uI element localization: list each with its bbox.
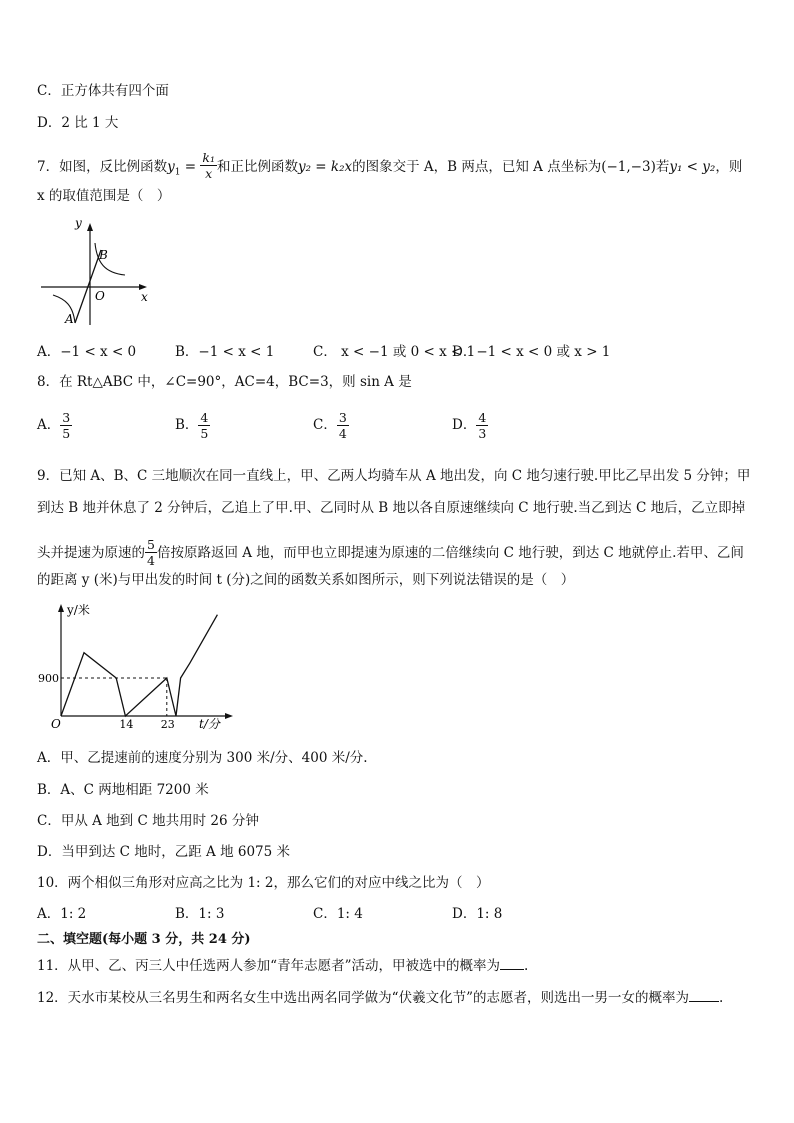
q8-option-d-num: 4 <box>478 410 487 425</box>
q9-line3-part2: 倍按原路返回 A 地，而甲也立即提速为原速的二倍继续向 C 地行驶，到达 C 地就停止.若甲、乙间 <box>156 545 744 561</box>
q7-stem-line2: x 的取值范围是（ ） <box>37 188 171 204</box>
q9-y-label: y/米 <box>67 603 90 617</box>
q7-option-c: C． x < −1 或 0 < x < 1 <box>313 344 476 360</box>
q9-option-c: C．甲从 A 地到 C 地共用时 26 分钟 <box>37 813 259 829</box>
q9-stem-line2: 到达 B 地并休息了 2 分钟后，乙追上了甲.甲、乙同时从 B 地以各自原速继续向 C 地行驶.当乙到达 C 地后，乙立即掉 <box>37 500 746 516</box>
q7-origin-label: O <box>95 289 105 303</box>
q8-option-b <box>175 410 210 441</box>
q7-y-label: y <box>75 216 82 230</box>
q9-stem-line3 <box>37 537 744 568</box>
q7-graph <box>37 215 152 330</box>
q8-option-c-den: 4 <box>338 426 347 441</box>
q7-y2-expr: y₂ = k₂x <box>297 159 353 175</box>
q9-14-tick-label: 14 <box>119 718 134 731</box>
q9-900-tick-label: 900 <box>38 672 59 685</box>
q7-x-label: x <box>141 290 148 304</box>
q8-option-a-fraction <box>60 410 72 441</box>
q8-option-d-label: D． <box>452 417 477 433</box>
q7-coord: (−1,−3) <box>601 159 656 175</box>
q8-option-b-num: 4 <box>200 410 209 425</box>
q9-chart <box>37 600 237 735</box>
q6-option-c: C．正方体共有四个面 <box>37 83 169 99</box>
q8-option-c-num: 3 <box>338 410 347 425</box>
q8-option-c-label: C． <box>313 417 337 433</box>
q12-text: 12．天水市某校从三名男生和两名女生中选出两名同学做为“伏羲文化节”的志愿者，则选出一男一女的概率为 <box>37 990 689 1006</box>
q9-stem-line1: 9．已知 A、B、C 三地顺次在同一直线上，甲、乙两人均骑车从 A 地出发，向 C 地匀速行驶.甲比乙早出发 5 分钟；甲 <box>37 468 751 484</box>
q8-option-d <box>452 410 488 441</box>
q7-option-d: D．−1 < x < 0 或 x > 1 <box>452 344 611 360</box>
q7-stem-part1: 7．如图，反比例函数 <box>37 159 168 175</box>
q7-stem-part4: 若 <box>655 159 670 175</box>
q7-y-arrow <box>87 223 93 231</box>
q8-option-a-num: 3 <box>62 410 71 425</box>
q7-stem-part2: 和正比例函数 <box>216 159 298 175</box>
q7-y1-sub: 1 <box>174 167 181 178</box>
q8-option-b-den: 5 <box>200 426 209 441</box>
q7-stem-line1 <box>37 150 742 183</box>
q9-fraction <box>145 537 157 568</box>
q9-t-label: t/分 <box>199 717 220 731</box>
q8-option-b-label: B． <box>175 417 199 433</box>
q6-option-d: D．2 比 1 大 <box>37 115 119 131</box>
q9-option-a: A．甲、乙提速前的速度分别为 300 米/分、400 米/分. <box>37 750 368 766</box>
q11-text: 11．从甲、乙、丙三人中任选两人参加“青年志愿者”活动，甲被选中的概率为 <box>37 958 500 974</box>
q7-x-den: x <box>205 166 213 181</box>
q11-end: . <box>523 958 529 974</box>
q8-option-d-fraction <box>476 410 488 441</box>
q11-stem <box>37 956 528 976</box>
q10-option-a: A．1: 2 <box>37 906 87 922</box>
q7-stem-part5: ，则 <box>715 159 743 175</box>
q9-stem-line4: 的距离 y (米)与甲出发的时间 t (分)之间的函数关系如图所示，则下列说法错误的是（ ） <box>37 572 575 588</box>
q8-option-a-den: 5 <box>62 426 71 441</box>
q7-condition: y₁ < y₂ <box>669 159 716 175</box>
q8-option-c-fraction <box>337 410 349 441</box>
q9-t-arrow <box>225 713 233 719</box>
q8-stem: 8．在 Rt△ABC 中，∠C=90°，AC=4，BC=3，则 sin A 是 <box>37 374 412 390</box>
q8-option-c <box>313 410 349 441</box>
q8-option-b-fraction <box>198 410 210 441</box>
q9-23-tick-label: 23 <box>160 718 175 731</box>
section-title-fill-in: 二、填空题(每小题 3 分，共 24 分) <box>37 932 251 947</box>
q8-option-a <box>37 410 72 441</box>
q7-option-b: B．−1 < x < 1 <box>175 344 275 360</box>
q12-answer-blank[interactable] <box>689 989 719 1002</box>
q9-frac-num: 5 <box>147 537 155 552</box>
q8-option-d-den: 3 <box>478 426 487 441</box>
q10-option-c: C．1: 4 <box>313 906 363 922</box>
q9-origin-label: O <box>51 717 61 731</box>
q9-line3-part1: 头并提速为原速的 <box>37 545 145 561</box>
q7-y1: y <box>167 159 175 175</box>
q9-option-d: D．当甲到达 C 地时，乙距 A 地 6075 米 <box>37 844 291 860</box>
q7-eq: = <box>180 159 201 175</box>
q9-frac-den: 4 <box>147 553 155 568</box>
q10-option-b: B．1: 3 <box>175 906 225 922</box>
q7-k1-over-x <box>200 150 217 181</box>
q9-y-arrow <box>58 604 64 612</box>
q12-end: . <box>718 990 724 1006</box>
q7-k1: k₁ <box>202 150 215 165</box>
q9-distance-line <box>61 615 217 716</box>
q7-point-b-label: B <box>99 248 108 262</box>
q7-stem-part3: 的图象交于 A，B 两点，已知 A 点坐标为 <box>352 159 602 175</box>
q7-option-a: A．−1 < x < 0 <box>37 344 137 360</box>
q9-option-b: B．A、C 两地相距 7200 米 <box>37 782 209 798</box>
q10-stem: 10．两个相似三角形对应高之比为 1: 2，那么它们的对应中线之比为（ ） <box>37 875 490 891</box>
q8-option-a-label: A． <box>37 417 61 433</box>
q11-answer-blank[interactable] <box>500 957 524 970</box>
q10-option-d: D．1: 8 <box>452 906 503 922</box>
q7-point-a-label: A <box>65 312 74 326</box>
q12-stem <box>37 988 723 1008</box>
